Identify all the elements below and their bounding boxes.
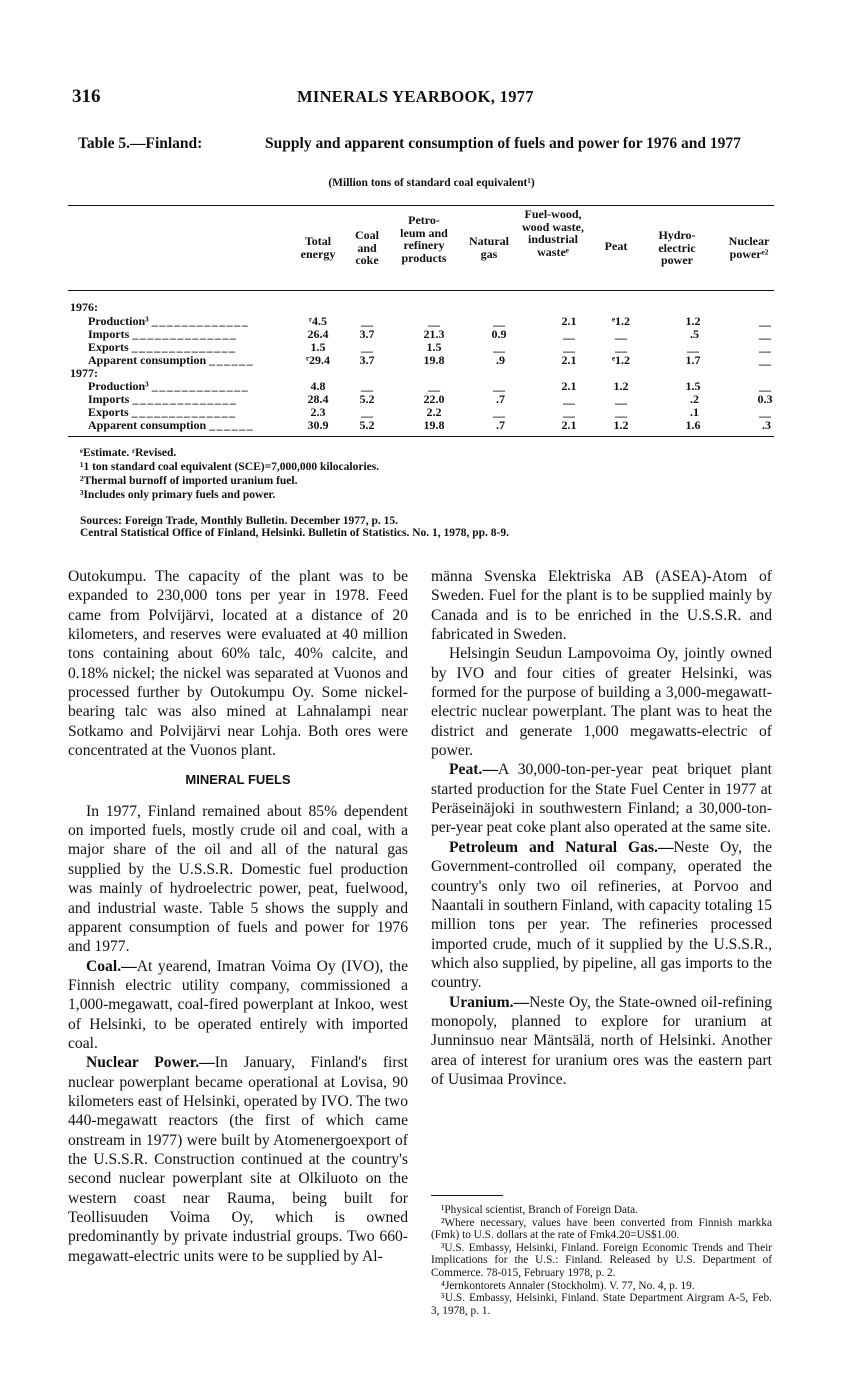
table-cell: 1.5 bbox=[310, 340, 326, 354]
table-cell: 1.2 bbox=[613, 418, 629, 432]
col-coal-coke: Coal and coke bbox=[355, 228, 379, 267]
table-cell: __ bbox=[615, 405, 627, 419]
table-cell: ʳ29.4 bbox=[305, 353, 331, 367]
paragraph: Outokumpu. The capacity of the plant was to be expanded to 230,000 tons per year in 1978. Feed came from Polvijärvi, located at a distance of 20 kilometers, and reserves were evaluated at 40 million tons containing about 60% talc, 40% calcite, and 0.18% nickel; the nickel was separated at Vuonos and processed further by Outokumpu Oy. Some nickel-bearing talc was also mined at Lahnalampi near Sotkamo and Polvijärvi near Lohja. Both ores were concentrated at the Vuonos plant. bbox=[68, 568, 408, 760]
table-cell: 1.2 bbox=[613, 379, 629, 393]
row-label: Production³ _____________ bbox=[88, 314, 250, 328]
table-cell: __ bbox=[563, 340, 575, 354]
table-note: ᵉEstimate. ʳRevised. bbox=[80, 447, 177, 459]
col-hydro: Hydro-electric power bbox=[658, 228, 696, 267]
col-total-energy: Total energy bbox=[300, 234, 336, 261]
table-cell: 19.8 bbox=[423, 353, 445, 367]
table-source: Central Statistical Office of Finland, Helsinki. Bulletin of Statistics. No. 1, 1978, pp. 8-9. bbox=[80, 527, 510, 539]
table-cell: __ bbox=[759, 340, 771, 354]
table-header-rule bbox=[68, 290, 774, 291]
table-unit: (Million tons of standard coal equivalent¹) bbox=[328, 177, 535, 189]
table-note: ¹1 ton standard coal equivalent (SCE)=7,000,000 kilocalories. bbox=[80, 461, 380, 473]
table-cell: __ bbox=[759, 379, 771, 393]
row-label: Exports ______________ bbox=[88, 340, 237, 354]
paragraph: Peat.—A 30,000-ton-per-year peat briquet plant started production for the State Fuel Center in 1977 at Peräseinäjoki in southwestern Finland; a 30,000-ton-per-year peat coke plant also operated at the same site. bbox=[431, 761, 772, 837]
table-note: ²Thermal burnoff of imported uranium fuel. bbox=[80, 475, 298, 487]
footnote: ⁴Jernkontorets Annaler (Stockholm). V. 77, No. 4, p. 19. bbox=[441, 1279, 695, 1292]
table-caption: Supply and apparent consumption of fuels and power for 1976 and 1977 bbox=[265, 135, 741, 152]
table-cell: 2.2 bbox=[426, 405, 442, 419]
table-cell: ʳ4.5 bbox=[308, 314, 328, 328]
table-cell: 5.2 bbox=[359, 418, 375, 432]
table-cell: 2.1 bbox=[561, 314, 577, 328]
running-title: MINERALS YEARBOOK, 1977 bbox=[297, 87, 534, 106]
table-cell: ᵉ1.2 bbox=[611, 314, 631, 328]
table-cell: __ bbox=[428, 314, 440, 328]
table-cell: __ bbox=[428, 379, 440, 393]
table-cell: __ bbox=[361, 340, 373, 354]
page-number: 316 bbox=[72, 86, 101, 107]
table-cell: 2.1 bbox=[561, 353, 577, 367]
table-cell: __ bbox=[615, 340, 627, 354]
col-fuelwood: Fuel-wood, wood waste, industrial wasteᵉ bbox=[522, 207, 584, 259]
row-label: Imports ______________ bbox=[88, 327, 238, 341]
table-cell: 1.6 bbox=[685, 418, 701, 432]
table-cell: __ bbox=[759, 353, 771, 367]
table-cell: 4.8 bbox=[310, 379, 326, 393]
table-top-rule bbox=[68, 205, 774, 206]
table-bottom-rule bbox=[68, 436, 774, 437]
row-label: Production³ _____________ bbox=[88, 379, 250, 393]
year-1976-label: 1976: bbox=[70, 300, 98, 314]
footnote: ⁵U.S. Embassy, Helsinki, Finland. State Department Airgram A-5, Feb. 3, 1978, p. 1. bbox=[431, 1292, 772, 1317]
table-cell: 22.0 bbox=[423, 392, 445, 406]
table-cell: 1.5 bbox=[685, 379, 701, 393]
table-cell: 19.8 bbox=[423, 418, 445, 432]
table-cell: 2.3 bbox=[310, 405, 326, 419]
table-source: Sources: Foreign Trade, Monthly Bulletin. December 1977, p. 15. bbox=[80, 515, 399, 527]
table-cell: __ bbox=[563, 392, 575, 406]
table-cell: .2 bbox=[687, 392, 699, 406]
table-cell: 1.5 bbox=[426, 340, 442, 354]
right-column bbox=[431, 567, 772, 1089]
table-cell: 3.7 bbox=[359, 327, 375, 341]
paragraph: Uranium.—Neste Oy, the State-owned oil-refining monopoly, planned to explore for uranium at Junninsuo near Mäntsälä, north of Helsinki. Another area of interest for uranium ores was the eastern part of Uusimaa Province. bbox=[431, 993, 772, 1088]
footnote: ³U.S. Embassy, Helsinki, Finland. Foreign Economic Trends and Their Implications for the U.S.: Finland. Released by U.S. Department of Commerce. 78-015, February 1978, p. 2. bbox=[431, 1241, 772, 1279]
footnote-rule bbox=[431, 1195, 503, 1196]
table-cell: 26.4 bbox=[307, 327, 329, 341]
table-cell: __ bbox=[759, 327, 771, 341]
table-cell: 28.4 bbox=[307, 392, 329, 406]
table-cell: 1.2 bbox=[685, 314, 701, 328]
table-cell: __ bbox=[493, 314, 505, 328]
table-cell: __ bbox=[759, 314, 771, 328]
table-cell: __ bbox=[361, 405, 373, 419]
table-cell: __ bbox=[493, 405, 505, 419]
section-heading: MINERAL FUELS bbox=[185, 772, 291, 788]
table-cell: 0.3 bbox=[757, 392, 773, 406]
row-label: Apparent consumption ______ bbox=[88, 353, 255, 367]
table-cell: __ bbox=[615, 392, 627, 406]
table-cell: 0.9 bbox=[491, 327, 507, 341]
col-nuclear: Nuclear powerᵉ² bbox=[728, 234, 770, 261]
table-cell: __ bbox=[563, 327, 575, 341]
row-label: Apparent consumption ______ bbox=[88, 418, 255, 432]
table-cell: __ bbox=[493, 379, 505, 393]
footnote: ²Where necessary, values have been converted from Finnish markka (Fmk) to U.S. dollars at the rate of Fmk4.20=US$1.00. bbox=[431, 1216, 772, 1242]
table-cell: __ bbox=[493, 340, 505, 354]
table-cell: .7 bbox=[493, 418, 505, 432]
paragraph: Coal.—At yearend, Imatran Voima Oy (IVO), the Finnish electric utility company, commissioned a 1,000-megawatt, coal-fired powerplant at Inkoo, west of Helsinki, to be operated entirely with imported coal. bbox=[68, 957, 408, 1052]
row-label: Imports ______________ bbox=[88, 392, 238, 406]
year-1977-label: 1977: bbox=[70, 366, 98, 380]
table-cell: 30.9 bbox=[307, 418, 329, 432]
paragraph: Helsingin Seudun Lampovoima Oy, jointly owned by IVO and four cities of greater Helsinki, was formed for the purpose of building a 3,000-megawatt-electric nuclear powerplant. The plant was to heat the district and generate 1,000 megawatts-electric of power. bbox=[431, 645, 772, 760]
table-cell: ᵉ1.2 bbox=[611, 353, 631, 367]
table-label: Table 5.—Finland: bbox=[78, 135, 203, 152]
table-cell: __ bbox=[687, 340, 699, 354]
paragraph: Nuclear Power.—In January, Finland's first nuclear powerplant became operational at Lovisa, 90 kilometers east of Helsinki, operated by IVO. The two 440-megawatt reactors (the first of which came onstream in 1977) were built by Atomenergoexport of the U.S.S.R. Construction continued at the country's second nuclear powerplant site at Olkiluoto on the western coast near Rauma, being built for Teollisuuden Voima Oy, which is owned predominantly by private industrial groups. Two 660-megawatt-electric units were to be supplied by Al- bbox=[68, 1054, 408, 1265]
table-cell: .9 bbox=[493, 353, 505, 367]
paragraph: Petroleum and Natural Gas.—Neste Oy, the Government-controlled oil company, operated the country's only two oil refineries, at Porvoo and Naantali in southern Finland, with capacity totaling 15 million tons per year. The refineries processed imported crude, much of it supplied by the U.S.S.R., which also supplied, by pipeline, all gas imports to the country. bbox=[431, 838, 773, 992]
paragraph: In 1977, Finland remained about 85% dependent on imported fuels, mostly crude oil and coal, with a major share of the oil and all of the natural gas supplied by the U.S.S.R. Domestic fuel production was mainly of hydroelectric power, peat, fuelwood, and industrial waste. Table 5 shows the supply and apparent consumption of fuels and power for 1976 and 1977. bbox=[68, 802, 408, 956]
table-cell: __ bbox=[361, 314, 373, 328]
table-cell: .5 bbox=[687, 327, 699, 341]
table-cell: 2.1 bbox=[561, 418, 577, 432]
table-cell: __ bbox=[615, 327, 627, 341]
table-cell: __ bbox=[759, 405, 771, 419]
table-cell: __ bbox=[361, 379, 373, 393]
table-cell: 2.1 bbox=[561, 379, 577, 393]
paragraph: männa Svenska Elektriska AB (ASEA)-Atom of Sweden. Fuel for the plant is to be supplied mainly by Canada and is to be enriched in the U.S.S.R. and fabricated in Sweden. bbox=[431, 568, 772, 644]
row-label: Exports ______________ bbox=[88, 405, 237, 419]
col-petroleum: Petro-leum and refinery products bbox=[400, 213, 448, 265]
table-cell: .3 bbox=[759, 418, 771, 432]
table-cell: 21.3 bbox=[423, 327, 445, 341]
table-cell: __ bbox=[563, 405, 575, 419]
table-cell: .7 bbox=[493, 392, 505, 406]
table-cell: 1.7 bbox=[685, 353, 701, 367]
table-cell: 5.2 bbox=[359, 392, 375, 406]
table-cell: .1 bbox=[687, 405, 699, 419]
table-note: ³Includes only primary fuels and power. bbox=[80, 489, 276, 501]
left-column bbox=[68, 567, 408, 1266]
table-cell: 3.7 bbox=[359, 353, 375, 367]
col-peat: Peat bbox=[604, 239, 628, 253]
footnotes bbox=[431, 1204, 772, 1317]
footnote: ¹Physical scientist, Branch of Foreign Data. bbox=[441, 1204, 638, 1216]
col-natural-gas: Natural gas bbox=[469, 234, 509, 261]
